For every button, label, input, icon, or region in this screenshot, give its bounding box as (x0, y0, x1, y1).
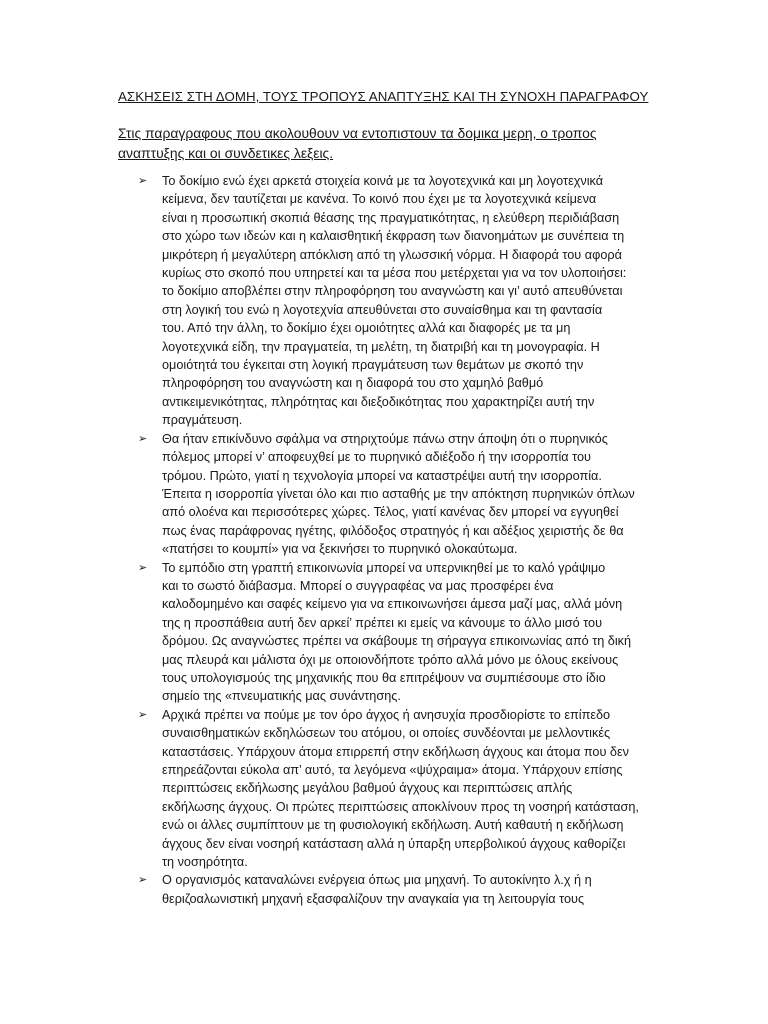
paragraph-line: το δοκίμιο αποβλέπει στην πληροφόρηση του αναγνώστη και γι’ αυτό απευθύνεται (162, 284, 623, 299)
paragraph-line: μας πλευρά και μάλιστα όχι με οποιονδήποτε τρόπο αλλά μόνο με όλους εκείνους (162, 652, 619, 667)
paragraph-line: αντικειμενικότητας, πληρότητας και διεξοδικότητας που χαρακτηρίζει αυτή την (162, 394, 595, 409)
paragraph-line: πραγμάτευση. (162, 413, 243, 428)
arrow-bullet-icon: ➢ (138, 873, 148, 887)
paragraph-line: πληροφόρηση του αναγνώστη και η διαφορά του στο χαμηλό βαθμό (162, 376, 544, 391)
paragraph-line: «πατήσει το κουμπί» για να ξεκινήσει το πυρηνικό ολοκαύτωμα. (162, 542, 518, 557)
exercise-paragraph (118, 430, 678, 559)
exercise-paragraph (118, 559, 678, 706)
paragraph-line: τη νοσηρότητα. (162, 855, 248, 870)
paragraph-line: θεριζοαλωνιστική μηχανή εξασφαλίζουν την αναγκαία για τη λειτουργία τους (162, 891, 585, 906)
paragraph-line: καλοδομημένο και σαφές κείμενο για να επικοινωνήσει άμεσα μαζί μας, αλλά μόνη (162, 597, 623, 612)
paragraph-line: πόλεμος μπορεί ν’ αποφευχθεί με το πυρηνικό αδιέξοδο ή την ισορροπία του (162, 450, 591, 465)
paragraph-line: εκδήλωσης άγχους. Οι πρώτες περιπτώσεις αποκλίνουν προς τη νοσηρή κατάσταση, (162, 799, 639, 814)
paragraph-line: είναι η προσωπική σκοπιά θέασης της πραγματικότητας, η ελεύθερη περιδιάβαση (162, 210, 620, 225)
paragraph-line: άγχους δεν είναι νοσηρή κατάσταση αλλά η ύπαρξη υπερβολικού άγχους καθορίζει (162, 836, 626, 851)
paragraph-line: τους υπολογισμούς της μηχανικής που θα επιτρέψουν να συμπιέσουμε στο ίδιο (162, 670, 606, 685)
paragraph-line: και το σωστό διάβασμα. Μπορεί ο συγγραφέας να μας προσφέρει ένα (162, 578, 554, 593)
arrow-bullet-icon: ➢ (138, 174, 148, 187)
paragraph-line: επηρεάζονται εύκολα απ’ αυτό, τα λεγόμενα «ψύχραιμα» άτομα. Υπάρχουν επίσης (162, 763, 623, 777)
paragraph-line: συναισθηματικών εκδηλώσεων του ατόμου, οι οποίες συνδέονται με μελλοντικές (162, 726, 611, 741)
paragraph-line: σημείο της «πνευματικής μας συνάντησης. (162, 689, 401, 704)
paragraph-line: της η προσπάθεια αυτή δεν αρκεί’ πρέπει κι εμείς να κάνουμε το άλλο μισό του (162, 615, 603, 630)
paragraph-line: Το εμπόδιο στη γραπτή επικοινωνία μπορεί να υπερνικηθεί με το καλό γράψιμο (162, 560, 606, 575)
paragraph-line: στο χώρο των ιδεών και η καλαισθητική έκφραση των διανοημάτων με συνέπεια τη (162, 229, 625, 244)
paragraph-line: από ολοένα και περισσότερες χώρες. Τέλος, γιατί κανένας δεν μπορεί να εγγυηθεί (162, 505, 619, 520)
paragraph-line: καταστάσεις. Υπάρχουν άτομα επιρρεπή στην εκδήλωση άγχους και άτομα που δεν (162, 744, 629, 759)
exercise-paragraph (118, 706, 678, 872)
instructions-line: αναπτυξης και οι συνδετικες λεξεις. (118, 145, 334, 161)
paragraph-line: Το δοκίμιο ενώ έχει αρκετά στοιχεία κοινά με τα λογοτεχνικά και μη λογοτεχνικά (162, 174, 604, 188)
paragraph-line: τρόμου. Πρώτο, γιατί η τεχνολογία μπορεί να καταστρέψει αυτή την ισορροπία. (162, 468, 602, 483)
paragraph-line: Ο οργανισμός καταναλώνει ενέργεια όπως μια μηχανή. Το αυτοκίνητο λ.χ ή η (162, 873, 592, 888)
paragraph-line: στη λογική του ενώ η λογοτεχνία απευθύνεται στο συναίσθημα και τη φαντασία (162, 302, 603, 317)
paragraph-line: δρόμου. Ως αναγνώστες πρέπει να σκάβουμε τη σήραγγα επικοινωνίας από τη δική (162, 634, 632, 649)
paragraph-line: ομοιότητά του έγκειται στη λογική πραγμάτευση των θεμάτων με σκοπό την (162, 358, 584, 373)
arrow-bullet-icon: ➢ (138, 707, 148, 721)
paragraph-line: μικρότερη ή μεγαλύτερη απόκλιση από τη γλωσσική νόρμα. Η διαφορά του αφορά (162, 247, 622, 262)
paragraph-line: ενώ οι άλλες συμπίπτουν με τη φυσιολογική εκδήλωση. Αυτή καθαυτή η εκδήλωση (162, 818, 624, 833)
paragraph-line: περιπτώσεις εκδήλωσης μεγάλου βαθμού άγχους και περιπτώσεις απλής (162, 781, 573, 796)
arrow-bullet-icon: ➢ (138, 431, 148, 445)
paragraph-line: πως ένας παράφρονας ηγέτης, φιλόδοξος στρατηγός ή και αδέξιος χειριστής δε θα (162, 523, 624, 538)
arrow-bullet-icon: ➢ (138, 560, 148, 574)
exercise-paragraph (118, 172, 678, 430)
exercise-paragraph-list (118, 172, 678, 908)
document-instructions (118, 123, 658, 163)
paragraph-line: κείμενα, δεν ταυτίζεται με κανένα. Το κοινό που έχει με τα λογοτεχνικά κείμενα (162, 192, 597, 207)
paragraph-line: λογοτεχνικά είδη, την πραγματεία, τη μελέτη, τη διατριβή και τη μονογραφία. Η (162, 339, 600, 354)
paragraph-line: κυρίως στο σκοπό που υπηρετεί και τα μέσα που μετέρχεται για να τον υλοποιήσει: (162, 266, 627, 281)
paragraph-line: του. Από την άλλη, το δοκίμιο έχει ομοιότητες αλλά και διαφορές με τα μη (162, 321, 571, 336)
document-title: ΑΣΚΗΣΕΙΣ ΣΤΗ ΔΟΜΗ, ΤΟΥΣ ΤΡΟΠΟΥΣ ΑΝΑΠΤΥΞΗΣ ΚΑΙ ΤΗ ΣΥΝΟΧΗ ΠΑΡΑΓΡΑΦΟΥ (118, 89, 649, 104)
paragraph-line: Έπειτα η ισορροπία γίνεται όλο και πιο ασταθής με την απόκτηση πυρηνικών όπλων (162, 486, 635, 501)
instructions-line: Στις παραγραφους που ακολουθουν να εντοπιστουν τα δομικα μερη, ο τροπος (118, 125, 597, 141)
paragraph-line: Αρχικά πρέπει να πούμε με τον όρο άγχος ή ανησυχία προσδιορίστε το επίπεδο (162, 707, 611, 722)
paragraph-line: Θα ήταν επικίνδυνο σφάλμα να στηριχτούμε πάνω στην άποψη ότι ο πυρηνικός (162, 431, 608, 446)
exercise-paragraph (118, 871, 678, 908)
